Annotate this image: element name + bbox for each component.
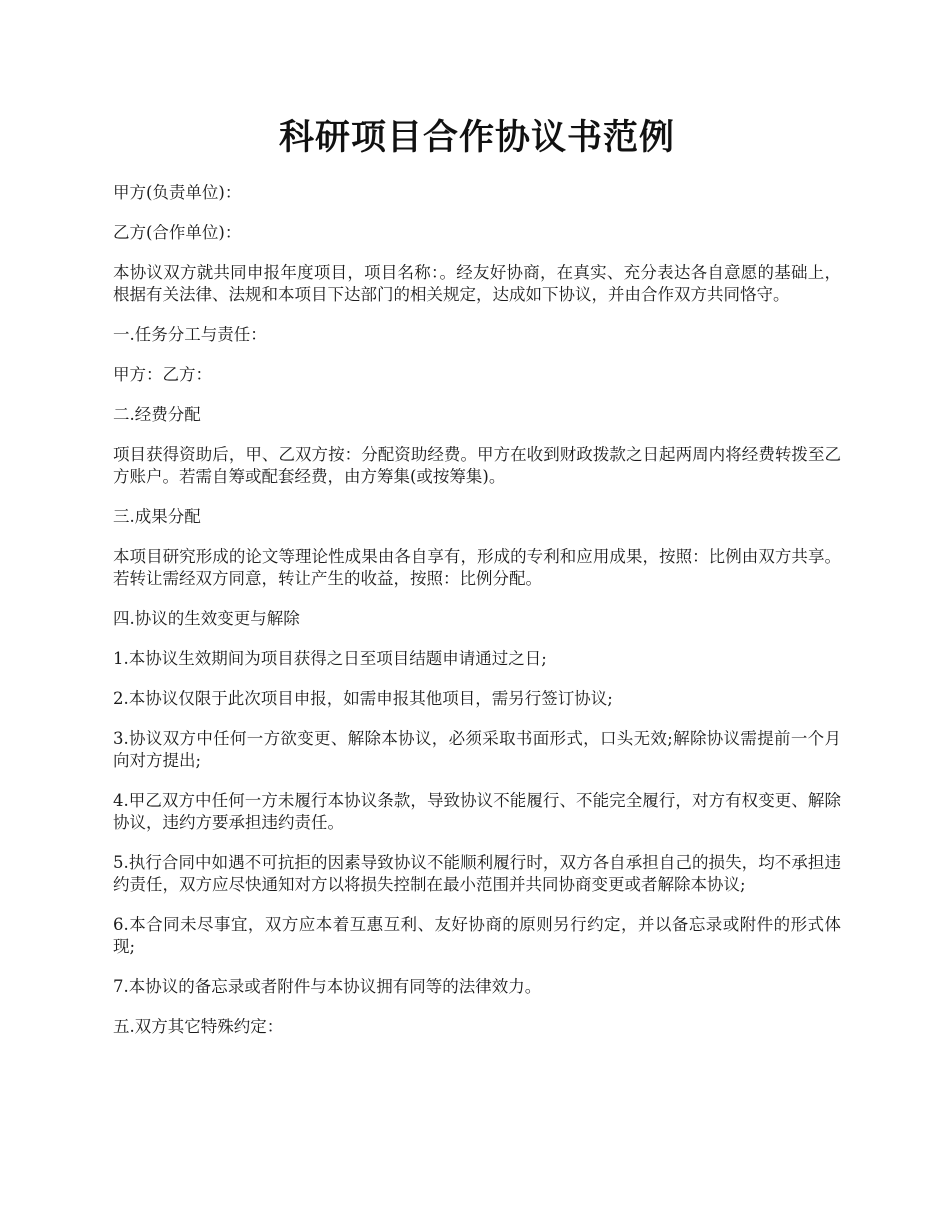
results-paragraph: 本项目研究形成的论文等理论性成果由各自享有，形成的专利和应用成果，按照：比例由双方共享。若转让需经双方同意，转让产生的收益，按照：比例分配。 bbox=[113, 547, 841, 588]
party-b-line: 乙方(合作单位)： bbox=[113, 223, 242, 242]
document-page bbox=[113, 112, 841, 1056]
party-a-line: 甲方(负责单位)： bbox=[113, 183, 242, 202]
preamble-paragraph: 本协议双方就共同申报年度项目，项目名称：。经友好协商，在真实、充分表达各自意愿的基础上，根据有关法律、法规和本项目下达部门的相关规定，达成如下协议，并由合作双方共同恪守。 bbox=[113, 263, 841, 304]
clause-7: 7.本协议的备忘录或者附件与本协议拥有同等的法律效力。 bbox=[113, 977, 542, 996]
section-heading-funding: 二.经费分配 bbox=[113, 405, 201, 424]
clause-2: 2.本协议仅限于此次项目申报，如需申报其他项目，需另行签订协议; bbox=[113, 689, 613, 708]
section-heading-special: 五.双方其它特殊约定： bbox=[113, 1017, 284, 1036]
clause-1: 1.本协议生效期间为项目获得之日至项目结题申请通过之日; bbox=[113, 649, 547, 668]
funding-paragraph: 项目获得资助后，甲、乙双方按：分配资助经费。甲方在收到财政拨款之日起两周内将经费转拨至乙方账户。若需自筹或配套经费，由方筹集(或按筹集)。 bbox=[113, 445, 841, 486]
section-heading-tasks: 一.任务分工与责任： bbox=[113, 325, 267, 344]
clause-4: 4.甲乙双方中任何一方未履行本协议条款，导致协议不能履行、不能完全履行，对方有权变更、解除协议，违约方要承担违约责任。 bbox=[113, 791, 841, 832]
section-heading-results: 三.成果分配 bbox=[113, 507, 201, 526]
document-title: 科研项目合作协议书范例 bbox=[278, 117, 675, 158]
clause-6: 6.本合同未尽事宜，双方应本着互惠互利、友好协商的原则另行约定，并以备忘录或附件的形式体现; bbox=[113, 915, 841, 956]
clause-5: 5.执行合同中如遇不可抗拒的因素导致协议不能顺利履行时，双方各自承担自己的损失，均不承担违约责任，双方应尽快通知对方以将损失控制在最小范围并共同协商变更或者解除本协议; bbox=[113, 853, 841, 894]
section-heading-validity: 四.协议的生效变更与解除 bbox=[113, 609, 300, 628]
tasks-parties-line: 甲方：乙方： bbox=[113, 365, 212, 384]
clause-3: 3.协议双方中任何一方欲变更、解除本协议，必须采取书面形式，口头无效;解除协议需提前一个月向对方提出; bbox=[113, 729, 841, 770]
